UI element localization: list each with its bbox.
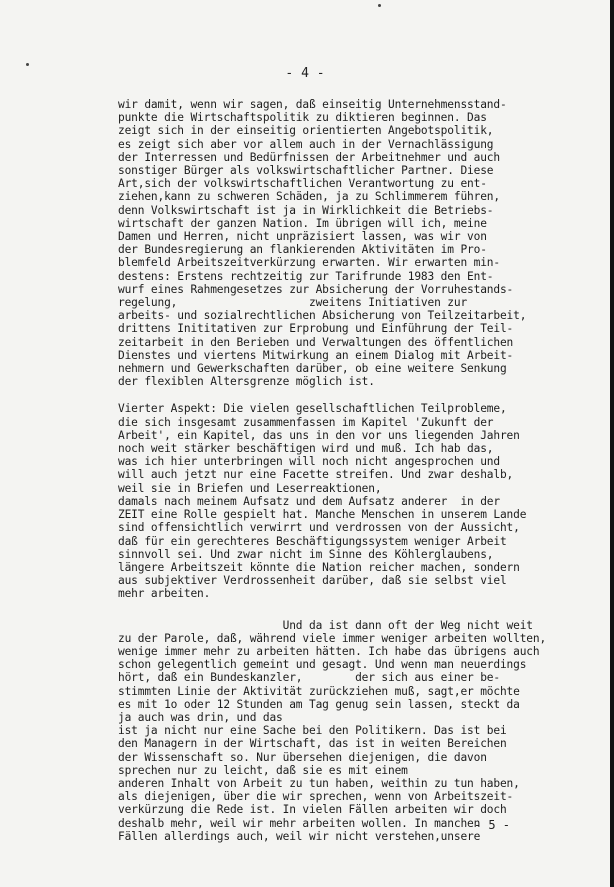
text-line: ja auch was drin, und das <box>118 710 283 724</box>
text-line: hört, daß ein Bundeskanzler, der sich aus einer be- <box>118 671 500 685</box>
body-text <box>118 98 578 843</box>
text-line: deshalb mehr, weil wir mehr arbeiten wollen. In manchen <box>118 816 481 830</box>
text-line: mehr arbeiten. <box>118 587 211 601</box>
text-line: schon gelegentlich gemeint und gesagt. Und wenn man neuerdings <box>118 658 527 672</box>
text-line: zeigt sich in der einseitig orientierten Angebotspolitik, <box>118 124 494 138</box>
text-line: Und da ist dann oft der Weg nicht weit <box>118 618 533 632</box>
text-line: daß für ein gerechteres Beschäftigungssystem weniger Arbeit <box>118 534 507 548</box>
text-line: wenige immer mehr zu arbeiten hätten. Ich habe das übrigens auch <box>118 644 540 658</box>
text-line: zeitarbeit in den Berieben und Verwaltungen des öffentlichen <box>118 335 514 349</box>
paragraph-2 <box>118 402 578 600</box>
text-line: will auch jetzt nur eine Facette streifen. Und zwar deshalb, <box>118 468 514 482</box>
text-line: punkte die Wirtschaftspolitik zu diktieren beginnen. Das <box>118 111 487 125</box>
text-line: der Interressen und Bedürfnissen der Arbeitnehmer und auch <box>118 150 500 164</box>
text-line: die sich insgesamt zusammenfassen im Kapitel 'Zukunft der <box>118 415 494 429</box>
text-line: was ich hier unterbringen will noch nicht angesprochen und <box>118 455 500 469</box>
text-line: drittens Inititativen zur Erprobung und Einführung der Teil- <box>118 322 514 336</box>
text-line: aus subjektiver Verdrossenheit darüber, daß sie selbst viel <box>118 574 507 588</box>
text-line: sinnvoll sei. Und zwar nicht im Sinne des Köhlerglaubens, <box>118 547 494 561</box>
text-line: Art,sich der volkswirtschaftlichen Verantwortung zu ent- <box>118 177 487 191</box>
text-line: destens: Erstens rechtzeitig zur Tarifrunde 1983 den Ent- <box>118 269 494 283</box>
text-line: den Managern in der Wirtschaft, das ist in weiten Bereichen <box>118 737 507 751</box>
text-line: Fällen allerdings auch, weil wir nicht verstehen,unsere <box>118 829 481 843</box>
text-line: Vierter Aspekt: Die vielen gesellschaftlichen Teilprobleme, <box>118 402 507 416</box>
text-line: wirtschaft der ganzen Nation. Im übrigen will ich, meine <box>118 216 487 230</box>
text-line: arbeits- und sozialrechtlichen Absicherung von Teilzeitarbeit, <box>118 309 527 323</box>
text-line: denn Volkswirtschaft ist ja in Wirklichkeit die Betriebs- <box>118 203 494 217</box>
text-line: stimmten Linie der Aktivität zurückziehen muß, sagt,er möchte <box>118 684 520 698</box>
text-line: noch weit stärker beschäftigen wird und muß. Ich hab das, <box>118 442 494 456</box>
text-line: ist ja nicht nur eine Sache bei den Politikern. Das ist bei <box>118 724 507 738</box>
text-line: verkürzung die Rede ist. In vielen Fällen arbeiten wir doch <box>118 803 507 817</box>
text-line: wurf eines Rahmengesetzes zur Absicherung der Vorruhestands- <box>118 282 514 296</box>
text-line: ZEIT eine Rolle gespielt hat. Manche Menschen in unserem Lande <box>118 508 527 522</box>
page-number: - 4 - <box>285 66 325 81</box>
text-line: es zeigt sich aber vor allem auch in der Vernachlässigung <box>118 137 494 151</box>
text-line: längere Arbeitszeit könnte die Nation reicher machen, sondern <box>118 560 520 574</box>
text-line: als diejenigen, über die wir sprechen, wenn von Arbeitszeit- <box>118 790 514 804</box>
scan-speck <box>378 4 381 7</box>
text-line: es mit 1o oder 12 Stunden am Tag genug sein lassen, steckt da <box>118 697 520 711</box>
text-line: wir damit, wenn wir sagen, daß einseitig Unternehmensstand- <box>118 98 507 111</box>
text-line: nehmern und Gewerkschaften darüber, ob eine weitere Senkung <box>118 362 507 376</box>
text-line: sprechen nur zu leicht, daß sie es mit einem <box>118 763 408 777</box>
text-line: blemfeld Arbeitszeitverkürzung erwarten. Wir erwarten min- <box>118 256 500 270</box>
text-line: Dienstes und viertens Mitwirkung an einem Dialog mit Arbeit- <box>118 348 514 362</box>
text-line: regelung, zweitens Initiativen zur <box>118 296 468 310</box>
text-line: sonstiger Bürger als volkswirtschaftlicher Partner. Diese <box>118 164 494 178</box>
text-line: damals nach meinem Aufsatz und dem Aufsatz anderer in der <box>118 494 500 508</box>
text-line: der flexiblen Altersgrenze möglich ist. <box>118 375 375 389</box>
text-line: sind offensichtlich verwirrt und verdrossen von der Aussicht, <box>118 521 520 535</box>
next-page-number: - 5 - <box>473 818 510 832</box>
text-line: Arbeit', ein Kapitel, das uns in den vor uns liegenden Jahren <box>118 428 520 442</box>
text-line: Damen und Herren, nicht unpräzisiert lassen, was wir von <box>118 230 487 244</box>
text-line: ziehen,kann zu schweren Schäden, ja zu Schlimmerem führen, <box>118 190 500 204</box>
paragraph-1 <box>118 98 578 388</box>
paragraph-3 <box>118 619 578 843</box>
text-line: anderen Inhalt von Arbeit zu tun haben, weithin zu tun haben, <box>118 776 520 790</box>
text-line: der Bundesregierung an flankierenden Aktivitäten im Pro- <box>118 243 487 257</box>
text-line: weil sie in Briefen und Leserreaktionen, <box>118 481 382 495</box>
text-line: der Wissenschaft so. Nur übersehen diejenigen, die davon <box>118 750 487 764</box>
text-line: zu der Parole, daß, während viele immer weniger arbeiten wollten, <box>118 631 547 645</box>
